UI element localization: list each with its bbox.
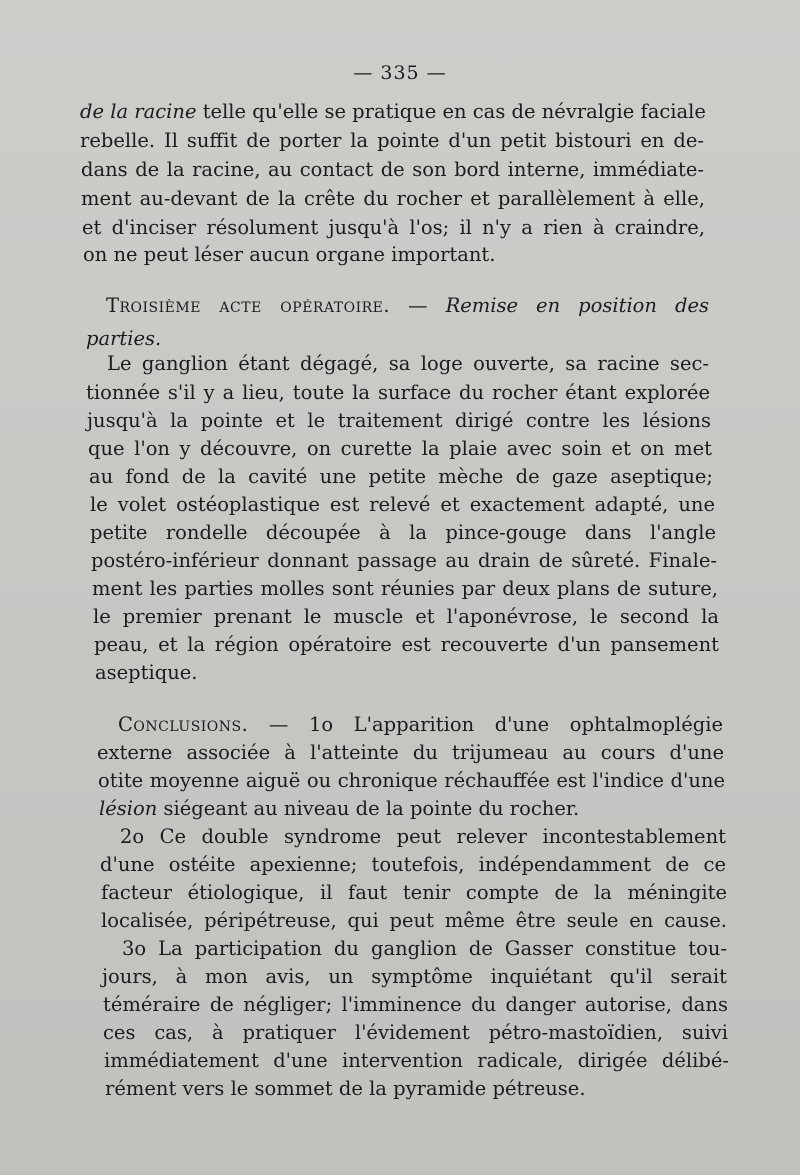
c3-line-5: immédiatement d'une intervention radicale, dirigée délibé- bbox=[104, 1049, 729, 1072]
c1-line-4 bbox=[99, 795, 579, 822]
s3-line-9: ment les parties molles sont réunies par deux plans de suture, bbox=[92, 577, 718, 600]
c1-line-2: externe associée à l'atteinte du trijumeau au cours d'une bbox=[97, 741, 724, 764]
c3-line-1: 3o La participation du ganglion de Gasser constitue tou- bbox=[122, 937, 727, 960]
s3-line-2: tionnée s'il y a lieu, toute la surface du rocher étant explorée bbox=[86, 381, 710, 404]
conclusions-line-1 bbox=[118, 711, 723, 738]
c2-line-4: localisée, péripétreuse, qui peut même être seule en cause. bbox=[101, 909, 727, 932]
section-3-heading-italic: Remise en position des bbox=[445, 294, 709, 317]
s3-line-3: jusqu'à la pointe et le traitement dirigé contre les lésions bbox=[87, 409, 711, 432]
c3-line-2: jours, à mon avis, un symptôme inquiétant qu'il serait bbox=[102, 965, 727, 988]
p1-line-6: on ne peut léser aucun organe important. bbox=[83, 243, 496, 266]
p1-line-5: et d'inciser résolument jusqu'à l'os; il n'y a rien à craindre, bbox=[82, 216, 705, 239]
s3-line-4: que l'on y découvre, on curette la plaie avec soin et on met bbox=[88, 437, 712, 460]
page-number: — 335 — bbox=[353, 62, 447, 84]
s3-line-5: au fond de la cavité une petite mèche de gaze aseptique; bbox=[89, 465, 713, 488]
conclusions-c1-lead: — 1o L'apparition d'une ophtalmoplégie bbox=[248, 713, 723, 736]
section-3-heading-cont bbox=[86, 325, 161, 352]
p1-line-2: rebelle. Il suffit de porter la pointe d'un petit bistouri en de- bbox=[80, 129, 704, 152]
c3-line-4: ces cas, à pratiquer l'évidement pétro-mastoïdien, suivi bbox=[103, 1021, 728, 1044]
p1-line-1 bbox=[80, 98, 705, 125]
section-3-heading-sc: Troisième acte opératoire. bbox=[106, 294, 391, 317]
s3-line-8: postéro-inférieur donnant passage au drain de sûreté. Finale- bbox=[91, 549, 717, 572]
c2-line-2: d'une ostéite apexienne; toutefois, indépendamment de ce bbox=[100, 853, 726, 876]
p1-line-1-text: telle qu'elle se pratique en cas de névralgie faciale bbox=[196, 100, 706, 123]
section-3-heading bbox=[106, 292, 709, 319]
p1-line-3: dans de la racine, au contact de son bord interne, immédiate- bbox=[81, 158, 704, 181]
section-3-dash: — bbox=[390, 294, 446, 317]
s3-line-6: le volet ostéoplastique est relevé et exactement adapté, une bbox=[90, 493, 715, 516]
c1-end: siégeant au niveau de la pointe du rocher. bbox=[157, 797, 580, 820]
s3-line-1: Le ganglion étant dégagé, sa loge ouverte, sa racine sec- bbox=[107, 352, 709, 375]
s3-line-12: aseptique. bbox=[95, 661, 198, 684]
c2-line-1: 2o Ce double syndrome peut relever incontestablement bbox=[120, 825, 726, 848]
c3-line-6: rément vers le sommet de la pyramide pétreuse. bbox=[105, 1077, 586, 1100]
s3-line-10: le premier prenant le muscle et l'aponévrose, le second la bbox=[93, 605, 719, 628]
section-3-heading-italic-2: parties. bbox=[86, 327, 162, 350]
s3-line-11: peau, et la région opératoire est recouverte d'un pansement bbox=[94, 633, 719, 656]
p1-italic-start: de la racine bbox=[80, 100, 197, 123]
c1-line-3: otite moyenne aiguë ou chronique réchauffée est l'indice d'une bbox=[98, 769, 725, 792]
s3-line-7: petite rondelle découpée à la pince-gouge dans l'angle bbox=[90, 521, 716, 544]
c2-line-3: facteur étiologique, il faut tenir compte de la méningite bbox=[101, 881, 727, 904]
p1-line-4: ment au-devant de la crête du rocher et parallèlement à elle, bbox=[81, 187, 705, 210]
conclusions-heading: Conclusions. bbox=[118, 713, 249, 736]
c1-italic: lésion bbox=[99, 797, 158, 820]
c3-line-3: téméraire de négliger; l'imminence du danger autorise, dans bbox=[103, 993, 728, 1016]
